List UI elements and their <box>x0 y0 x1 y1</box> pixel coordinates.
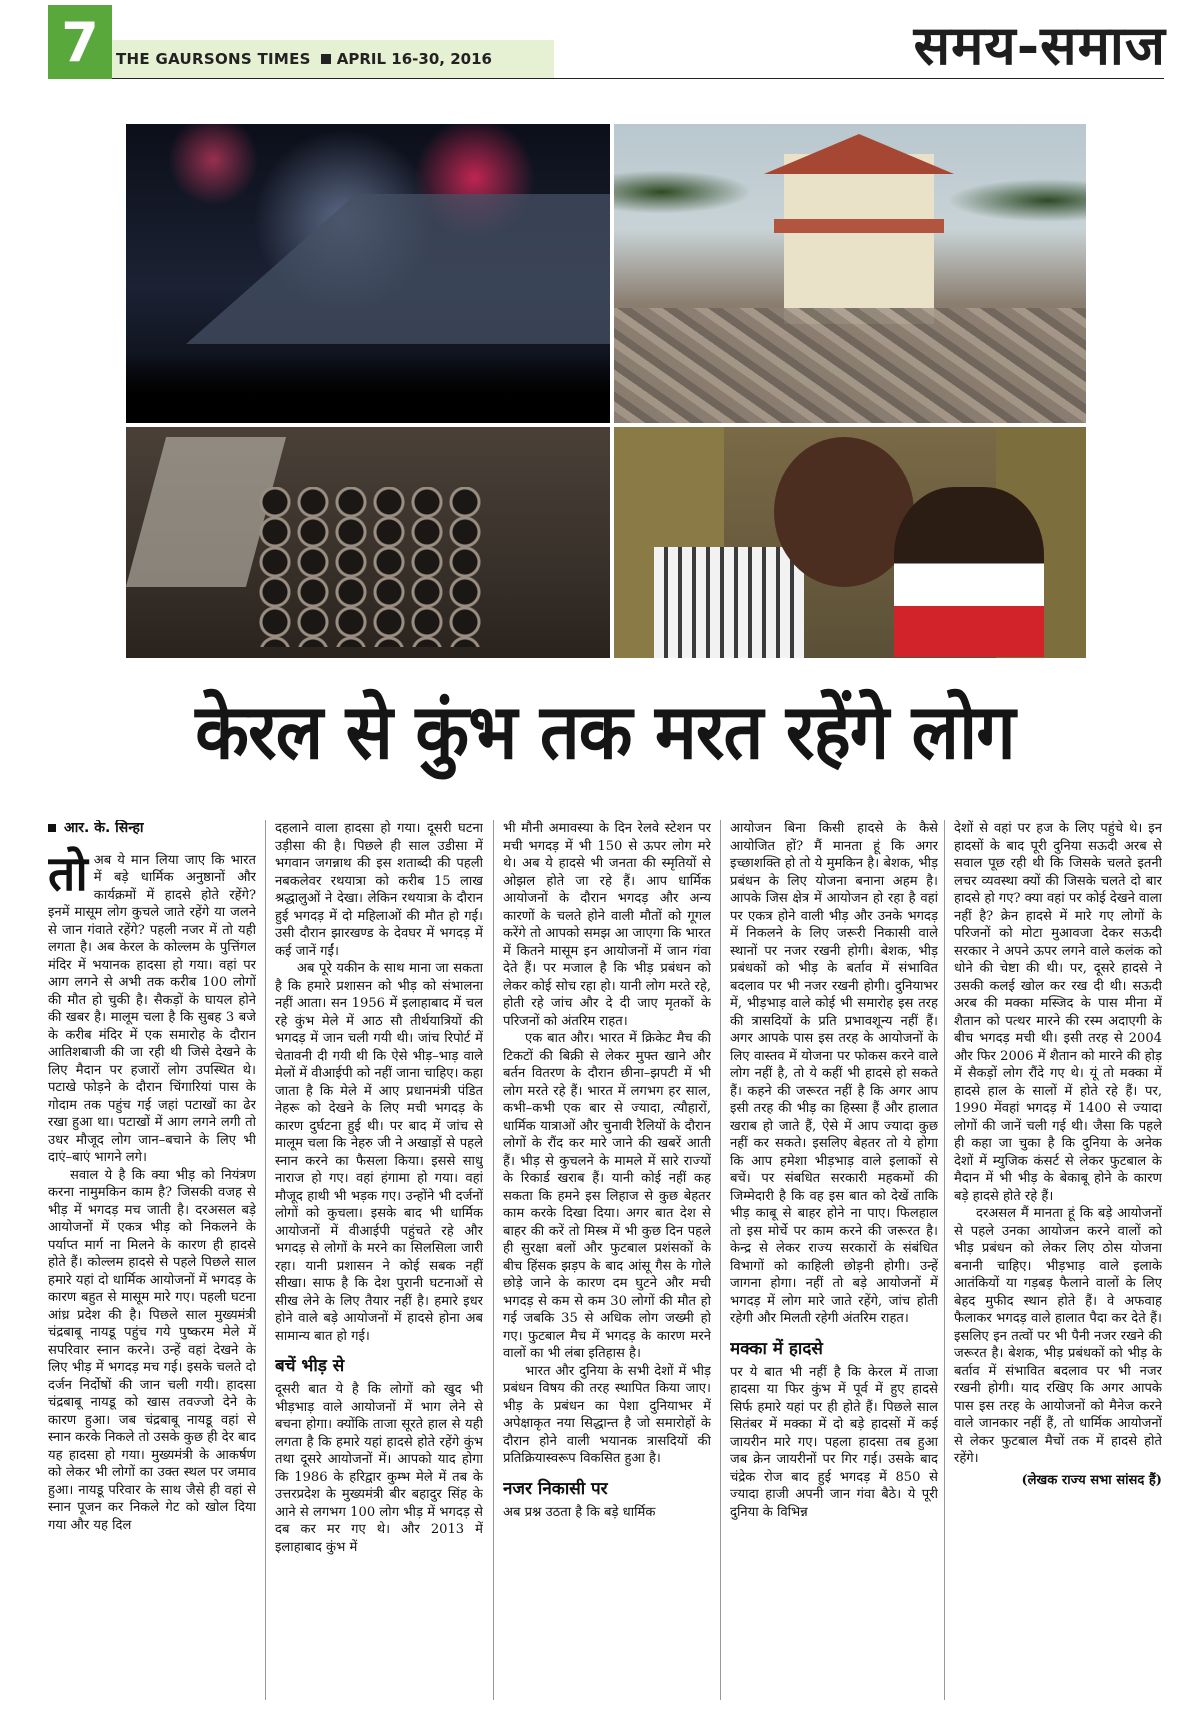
article-body <box>48 820 1162 1700</box>
paragraph: अब पूरे यकीन के साथ माना जा सकता है कि हमारे प्रशासन को भीड़ को संभालना नहीं आता। सन 1956 में इलाहाबाद में चल रहे कुंभ मेले में आठ सौ तीर्थयात्रियों की भगदड़ में जान चली गयी थी। जांच रिपोर्ट में चेतावनी दी गयी थी कि ऐसे भीड़–भाड़ वाले मेलों में वीआईपी को नहीं जाना चाहिए। कहा जाता है कि मेले में आए प्रधानमंत्री पंडित नेहरू को देखने के लिए मची भगदड़ के कारण दुर्घटना हुई थी। पर बाद में जांच से मालूम चला कि नेहरु जी ने अखाड़ों से पहले स्नान करने का फैसला किया। इससे साधु नाराज हो गए। वहां हंगामा हो गया। वहां मौजूद हाथी भी भड़क गए। उन्होंने भी दर्जनों लोगों को कुचला। इसके बाद भी धार्मिक आयोजनों में वीआईपी पहुंचते रहे और भगदड़ से लोगों के मरने का सिलसिला जारी रहा। यानी प्रशासन ने कोई सबक नहीं सीखा। साफ है कि देश पुरानी घटनाओं से सीख लेने के लिए तैयार नहीं है। हमारे इधर होने वाले बड़े आयोजनों में हादसे होना अब सामान्य बात हो गई। <box>275 961 483 1344</box>
article-column-5 <box>954 820 1162 1700</box>
subheading: मक्का में हादसे <box>730 1338 823 1359</box>
section-title: समय-समाज <box>913 13 1166 77</box>
page-number: 7 <box>48 5 112 79</box>
header-rule <box>112 78 1164 79</box>
separator-square-icon <box>321 54 331 64</box>
paragraph: भारत और दुनिया के सभी देशों में भीड़ प्रबंधन विषय की तरह स्थापित किया जाए। भीड़ के प्रबंधन का पेशा दुनियाभर में अपेक्षाकृत नया सिद्धान्त है जो समारोहों के दौरान होने वाली भयानक त्रासदियों की प्रतिक्रियास्वरूप विकसित हुआ है। <box>503 1363 711 1466</box>
article-column-2 <box>275 820 483 1700</box>
photo-temple-rubble <box>614 124 1086 423</box>
column-divider <box>265 820 266 1700</box>
photo-firecrackers <box>126 427 610 658</box>
column-divider <box>720 820 721 1700</box>
paragraph: भी मौनी अमावस्या के दिन रेलवे स्टेशन पर मची भगदड़ में भी 150 से ऊपर लोग मरे थे। अब ये हादसे भी जनता की स्मृतियों से ओझल होते जा रहे हैं। आप धार्मिक आयोजनों के दौरान भगदड़ और अन्य कारणों के चलते होने वाली मौतों को गूगल करेंगे तो आपको समझ आ जाएगा कि भारत में कितने मासूम इन आयोजनों में जान गंवा देते हैं। पर मजाल है कि भीड़ प्रबंधन को लेकर कोई सोच रहा हो। यानी लोग मरते रहे, होती रहे जांच और दे दी जाए मृतकों के परिजनों को अंतरिम राहत। <box>503 821 711 1029</box>
byline <box>48 820 256 838</box>
subheading: नजर निकासी पर <box>503 1478 608 1499</box>
publication-name: THE GAURSONS TIMES <box>116 50 311 68</box>
author-credit: (लेखक राज्य सभा सांसद हैं) <box>1021 1472 1162 1488</box>
headline: केरल से कुंभ तक मरत रहेंगे लोग <box>195 687 1015 776</box>
paragraph: दरअसल मैं मानता हूं कि बड़े आयोजनों से पहले उनका आयोजन करने वालों को भीड़ प्रबंधन को लेकर लिए ठोस योजना बनानी चाहिए। भीड़भाड़ वाले इलाके आतंकियों या गड़बड़ फैलाने वालों के लिए बेहद मुफीद स्थान होते हैं। वे अफवाह फैलाकर भगदड़ वाले हालात पैदा कर देते हैं। इसलिए इन तत्वों पर भी पैनी नजर रखने की जरूरत है। बेशक, भीड़ प्रबंधकों को भीड़ के बर्ताव में संभावित बदलाव पर भी नजर रखनी होगी। याद रखिए कि अगर आपके पास इस तरह के आयोजनों को मैनेज करने वाले जानकार नहीं हैं, तो धार्मिक आयोजनों से लेकर फुटबाल मैचों तक में हादसे होते रहेंगे। <box>954 1206 1162 1466</box>
paragraph: देशों से वहां पर हज के लिए पहुंचे थे। इन हादसों के बाद पूरी दुनिया सऊदी अरब से सवाल पूछ रही थी कि जिसके चलते इतनी लचर व्यवस्था क्यों की जिसके चलते दो बार हादसे हो गए? क्या वहां पर कोई देखने वाला नहीं है? क्रेन हादसे में मारे गए लोगों के परिजनों को मोटा मुआवजा देकर सऊदी सरकार ने अपने ऊपर लगने वाले कलंक को धोने की चेष्टा की थी। पर, दूसरे हादसे ने उसकी कलई खोल कर रख दी थी। सऊदी अरब की मक्का मस्जिद के पास मीना में शैतान को पत्थर मारने की रस्म अदाएगी के बीच भगदड़ मची थी। इसी तरह से 2004 और फिर 2006 में शैतान को मारने की होड़ में सैकड़ों लोग रौंदे गए थे। यूं तो मक्का में हादसे हाल के सालों में होते रहे हैं। पर, 1990 मेंवहां भगदड़ में 1400 से ज्यादा लोगों की जानें चली गई थी। जैसा कि पहले ही कहा जा चुका है कि दुनिया के अनेक देशों में म्युजिक कंसर्ट से लेकर फुटबाल के मैदान में भी भीड़ के बेकाबू होने के कारण बड़े हादसे होते रहे हैं। <box>954 821 1162 1204</box>
photo-fireworks <box>126 124 610 423</box>
photo-grieving-man <box>614 427 1086 658</box>
column-divider <box>944 820 945 1700</box>
photo-collage <box>126 124 1086 658</box>
paragraph: एक बात और। भारत में क्रिकेट मैच की टिकटों की बिक्री से लेकर मुफ्त खाने और बर्तन वितरण के दौरान छीना–झपटी में भी लोग मरते रहे हैं। भारत में लगभग हर साल, कभी–कभी एक बार से ज्यादा, त्यौहारों, धार्मिक यात्राओं और चुनावी रैलियों के दौरान लोगों के रौंद कर मारे जाने की खबरें आती हैं। भीड़ से कुचलने के मामले में सारे राज्यों के रिकार्ड खराब हैं। यानी कोई नहीं कह सकता कि हमने इस लिहाज से कुछ बेहतर काम करके दिखा दिया। अगर बात देश से बाहर की करें तो मिस्त्र में भी कुछ दिन पहले ही सुरक्षा बलों और फुटबाल प्रशंसकों के बीच हिंसक झड़प के बाद आंसू गैस के गोले छोड़े जाने के कारण दम घुटने और मची भगदड़ से कम से कम 30 लोगों की मौत हो गई जबकि 35 से अधिक लोग जख्मी हो गए। फुटबाल मैच में भगदड़ के कारण मरने वालों का भी लंबा इतिहास है। <box>503 1031 711 1361</box>
subheading: बचें भीड़ से <box>275 1356 345 1376</box>
masthead-band <box>112 40 554 78</box>
issue-date: APRIL 16-30, 2016 <box>336 50 492 68</box>
author-name: आर. के. सिन्हा <box>64 820 144 836</box>
paragraph: दूसरी बात ये है कि लोगों को खुद भी भीड़भाड़ वाले आयोजनों में भाग लेने से बचना होगा। क्योंकि ताजा सूरते हाल से यही लगता है कि हमारे यहां हादसे होते रहेंगे कुंभ तथा दूसरे आयोजनों में। आपको याद होगा कि 1986 के हरिद्वार कुम्भ मेले में तब के उत्तरप्रदेश के मुख्यमंत्री बीर बहादुर सिंह के आने से लगभग 100 लोग भीड़ में भगदड़ से दब कर मर गए थे। और 2013 में इलाहाबाद कुंभ में <box>275 1382 483 1555</box>
column-divider <box>493 820 494 1700</box>
paragraph: आयोजन बिना किसी हादसे के कैसे आयोजित हों? मैं मानता हूं कि अगर इच्छाशक्ति हो तो ये मुमकिन है। बेशक, भीड़ प्रबंधन के लिए योजना बनाना अहम है। आपके जिस क्षेत्र में आयोजन हो रहा है वहां पर एकत्र होने वाली भीड़ और उनके भगदड़ में निकलने के लिए जरूरी निकासी वाले स्थानों पर नजर रखनी होगी। बेशक, भीड़ प्रबंधकों को भीड़ के बर्ताव में संभावित बदलाव पर भी नजर रखनी होगी। दुनियाभर में, भीड़भाड़ वाले कोई भी समारोह इस तरह की त्रासदियों के प्रति प्रभावशून्य नहीं हैं। अगर आपके पास इस तरह के आयोजनों के लिए वास्तव में योजना पर फोकस करने वाले लोग नहीं है, तो ये कहीं भी हादसे हो सकते हैं। कहने की जरूरत नहीं है कि अगर आप इसी तरह की भीड़ का हिस्सा हैं और हालात खराब हो जाते हैं, ऐसे में आप ज्यादा कुछ नहीं कर सकते। इसलिए बेहतर तो ये होगा कि आप हमेशा भीड़भाड़ वाले इलाकों से बचें। पर संबधित सरकारी महकमों की जिम्मेदारी है कि वह इस बात को देखें ताकि भीड़ काबू से बाहर होने ना पाए। फिलहाल तो इस मोर्चे पर काम करने की जरूरत है। केन्द्र से लेकर राज्य सरकारों के संबंधित विभागों को काहिली छोड़नी होगी। उन्हें जागना होगा। नहीं तो बड़े आयोजनों में भगदड़ में लोग मारे जाते रहेंगे, जांच होती रहेगी और मिलती रहेगी अंतरिम राहत। <box>730 821 938 1326</box>
paragraph: तोअब ये मान लिया जाए कि भारत में बड़े धार्मिक अनुष्ठानों और कार्यक्रमों में हादसे होते रहेंगे? इनमें मासूम लोग कुचले जाते रहेंगे या जलने से जान गंवाते रहेंगे? पहली नजर में तो यही लगता है। अब केरल के कोल्लम के पुत्तिंगल मंदिर में भयानक हादसा हो गया। वहां पर आग लगने से अभी तक करीब 100 लोगों की मौत हो चुकी है। सैकड़ों के घायल होने की खबर है। मालूम चला है कि सुबह 3 बजे के करीब मंदिर में एक समारोह के दौरान आतिशबाजी की जा रही थी जिसे देखने के लिए मैदान पर हजारों लोग उपस्थित थे। पटाखे फोड़ने के दौरान चिंगारियां पास के गोदाम तक पहुंच गई जहां पटाखों का ढेर रखा हुआ था। पटाखों में आग लगने लगी तो उधर मौजूद लोग जान–बचाने के लिए भी दाएं–बाएं भागने लगे। <box>48 845 256 1165</box>
paragraph: सवाल ये है कि क्या भीड़ को नियंत्रण करना नामुमकिन काम है? जिसकी वजह से भीड़ में भगदड़ मच जाती है। दरअसल बड़े आयोजनों में एकत्र भीड़ को निकलने के पर्याप्त मार्ग ना मिलने के कारण ही हादसे होते हैं। कोल्लम हादसे से पहले पिछले साल हमारे यहां दो धार्मिक आयोजनों में भगदड़ के कारण बहुत से मासूम मारे गए। पहली घटना आंध्र प्रदेश की है। पिछले साल मुख्यमंत्री चंद्रबाबू नायडू पहुंच गये पुष्करम मेले में सपरिवार स्नान करने। उन्हें वहां देखने के लिए भीड़ में भगदड़ मच गई। इसके चलते दो दर्जन निर्दोषों की जान चली गयी। हादसा चंद्रबाबू नायडू को खास तवज्जो देने के कारण हुआ। जब चंद्रबाबू नायडू वहां से स्नान करके निकले तो उसके कुछ ही देर बाद यह हादसा हो गया। मुख्यमंत्री के आकर्षण को लेकर भी लोगों का उक्त स्थल पर जमाव हुआ। नायडू परिवार के साथ जैसे ही वहां से स्नान पूजन कर निकले गेट को खोल दिया गया और यह दिल <box>48 1167 256 1533</box>
bullet-square-icon <box>48 824 56 832</box>
paragraph: दहलाने वाला हादसा हो गया। दूसरी घटना उड़ीसा की है। पिछले ही साल उडीसा में भगवान जगन्नाथ की इस शताब्दी की पहली नबकलेवर रथयात्रा को करीब 15 लाख श्रद्धालुओं ने देखा। लेकिन रथयात्रा के दौरान हुई भगदड़ में दो महिलाओं की मौत हो गई। उसी दौरान झारखण्ड के देवघर में भगदड़ में कई जानें गईं। <box>275 821 483 959</box>
drop-cap: तो <box>48 845 88 902</box>
paragraph: अब प्रश्न उठता है कि बड़े धार्मिक <box>503 1504 656 1520</box>
article-column-3 <box>503 820 711 1700</box>
paragraph: पर ये बात भी नहीं है कि केरल में ताजा हादसा या फिर कुंभ में पूर्व में हुए हादसे सिर्फ हमारे यहां पर ही होते हैं। पिछले साल सितंबर में मक्का में दो बड़े हादसों में कई जायरीन मारे गए। पहला हादसा तब हुआ जब क्रेन जायरीनों पर गिर गई। उसके बाद चंद्रेक रोज बाद हुई भगदड़ में 850 से ज्यादा हाजी अपनी जान गंवा बैठे। ये पूरी दुनिया के विभिन्न <box>730 1364 938 1520</box>
article-column-4 <box>730 820 938 1700</box>
article-column-1 <box>48 820 256 1700</box>
